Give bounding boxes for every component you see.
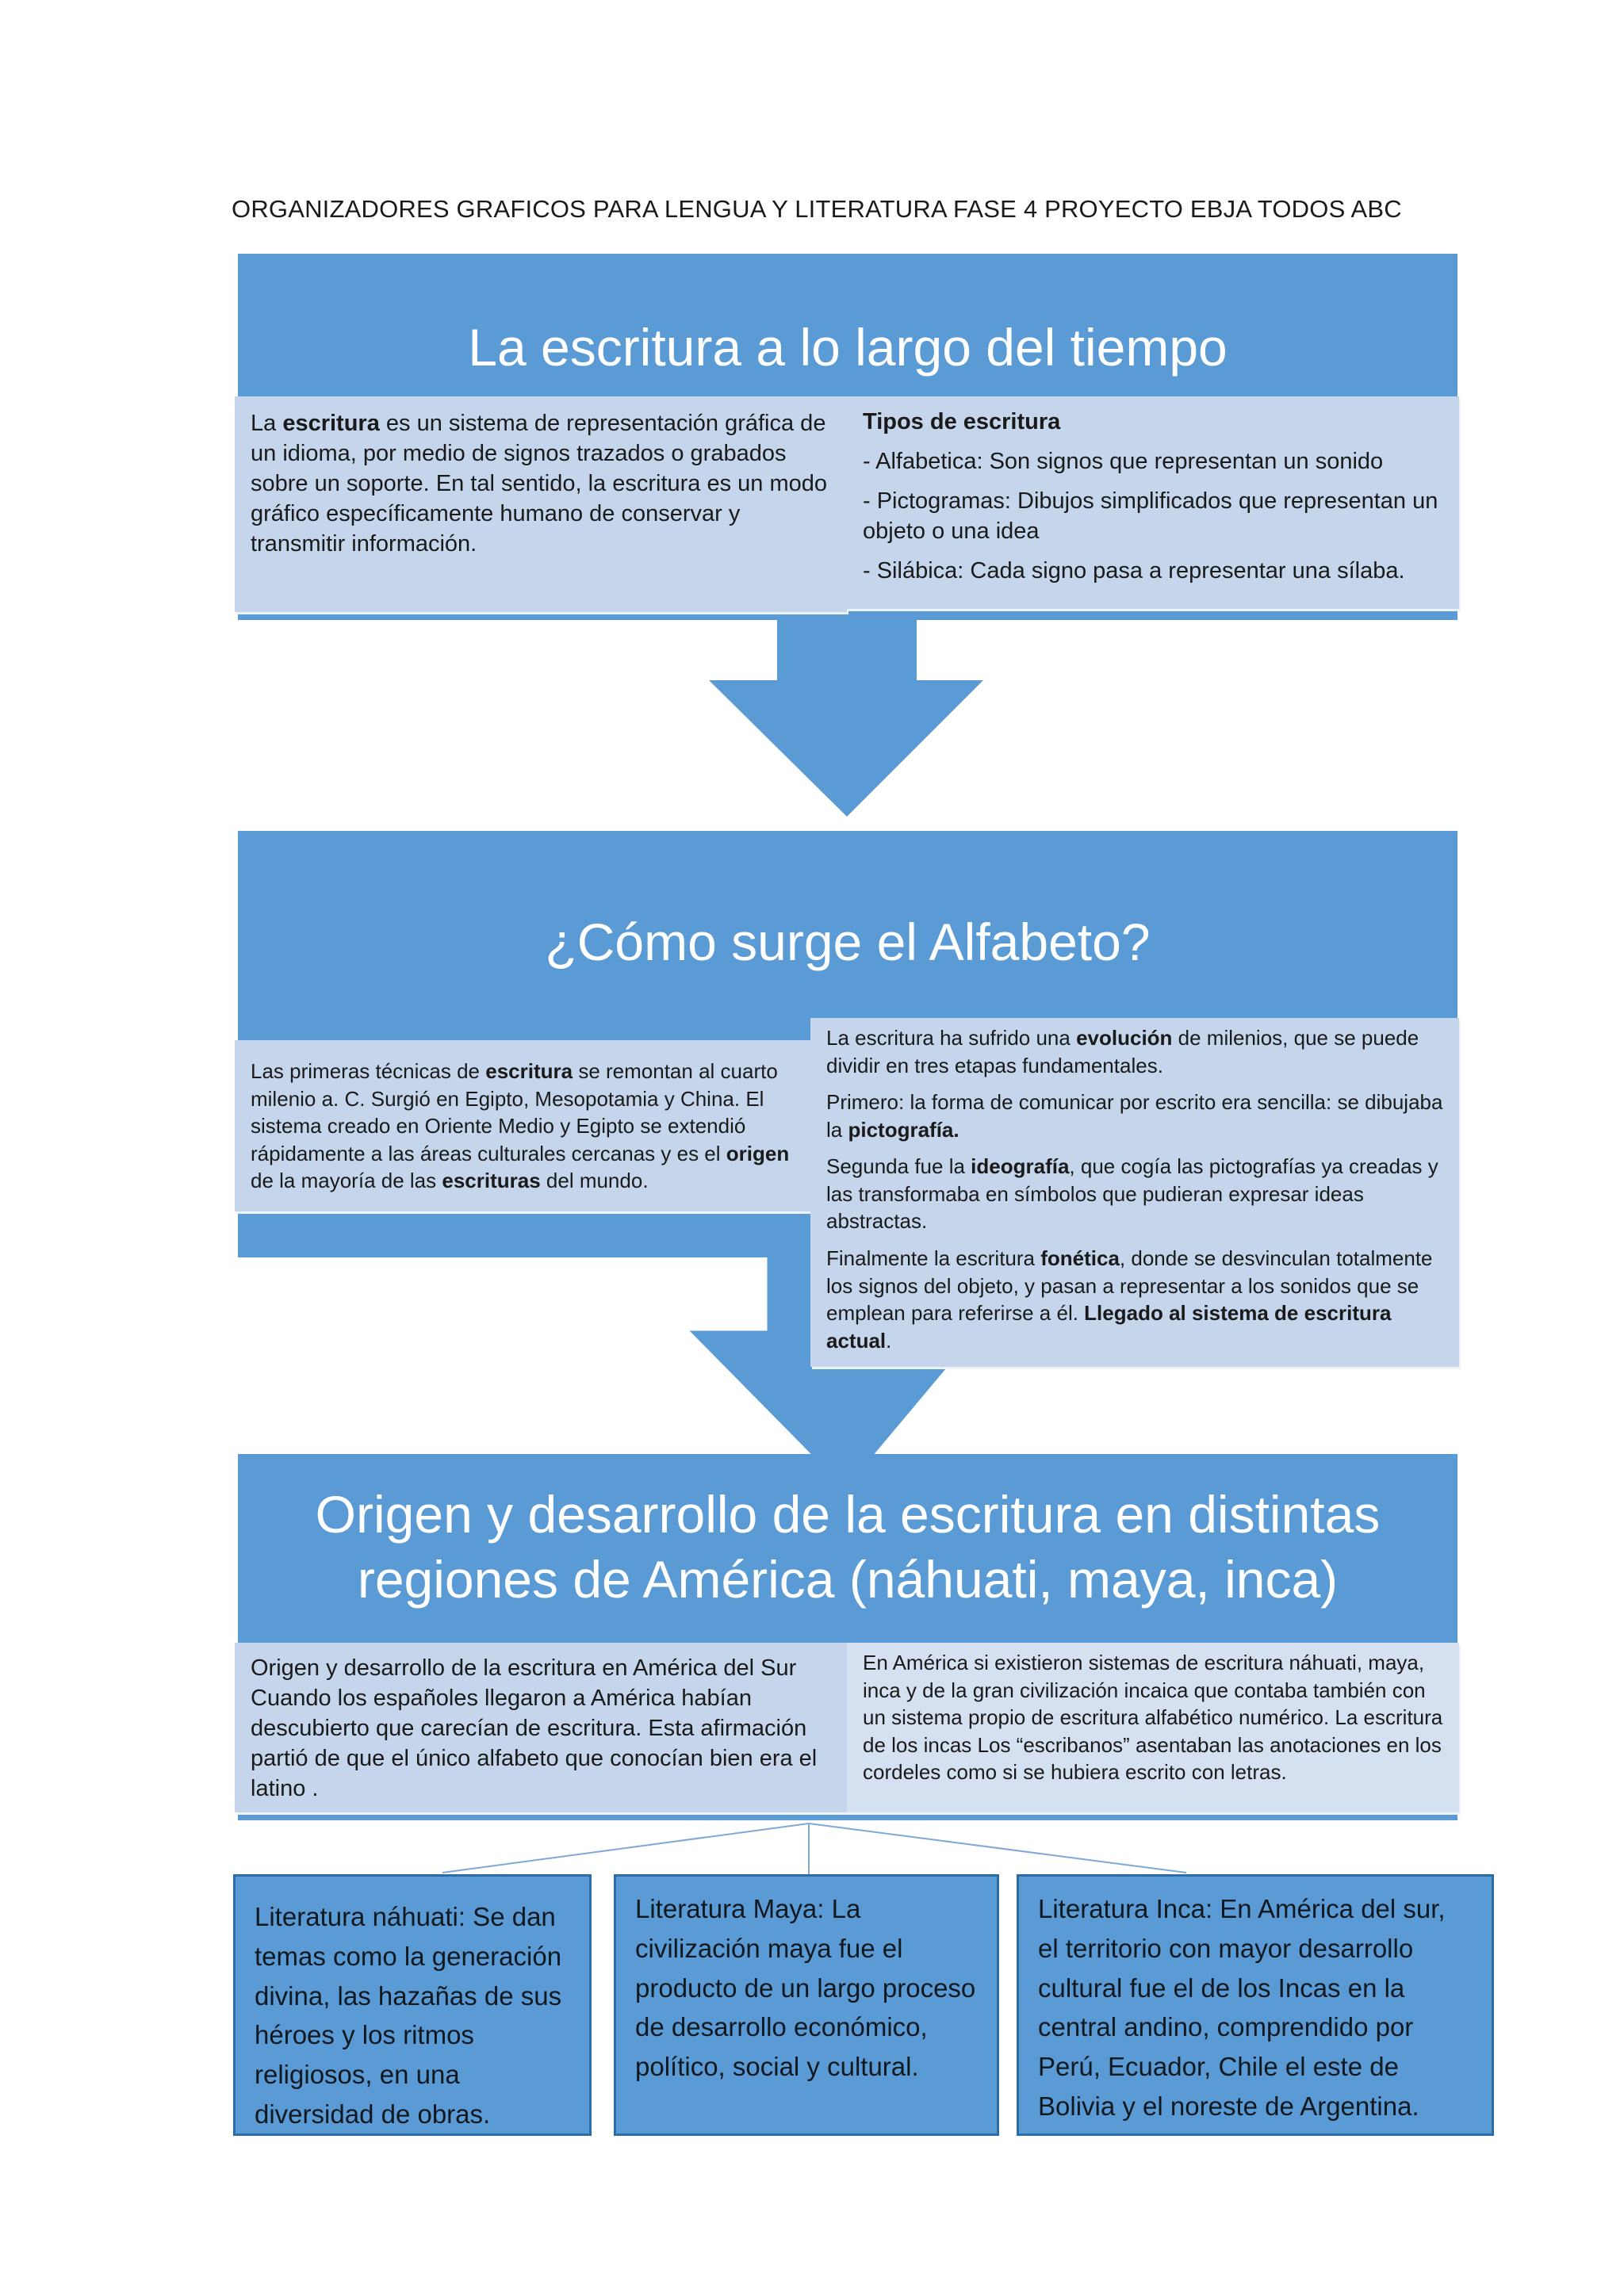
alphabet-evolution-box bbox=[810, 1018, 1459, 1367]
literature-inca-box: Literatura Inca: En América del sur, el territorio con mayor desarrollo cultural fue el de los Incas en la central andino, comprendido por Perú, Ecuador, Chile el este de Bolivia y el noreste de Argentina. bbox=[1017, 1874, 1494, 2136]
america-systems-box: En América si existieron sistemas de escritura náhuati, maya, inca y de la gran civilización incaica que contaba también con un sistema propio de escritura alfabético numérico. La escritura de los incas Los “escribanos” asentaban las anotaciones en los cordeles como si se hubiera escrito con letras. bbox=[847, 1643, 1459, 1812]
evolution-stage-2: Segunda fue la ideografía, que cogía las pictografías ya creadas y las transformaba en símbolos que pudieran expresar ideas abstractas. bbox=[826, 1154, 1438, 1234]
connector-line-inca bbox=[809, 1823, 1186, 1873]
literature-maya-box: Literatura Maya: La civilización maya fue el producto de un largo proceso de desarrollo económico, político, social y cultural. bbox=[614, 1874, 999, 2136]
page-title: ORGANIZADORES GRAFICOS PARA LENGUA Y LITERATURA FASE 4 PROYECTO EBJA TODOS ABC bbox=[232, 195, 1402, 223]
writing-type-item: - Silábica: Cada signo pasa a representar una sílaba. bbox=[863, 557, 1405, 584]
evolution-intro: La escritura ha sufrido una evolución de milenios, que se puede dividir en tres etapas fundamentales. bbox=[826, 1026, 1419, 1077]
definition-box: La escritura es un sistema de representación gráfica de un idioma, por medio de signos trazados o grabados sobre un soporte. En tal sentido, la escritura es un modo gráfico específicamente humano de conservar y transmitir información. bbox=[235, 396, 847, 612]
america-origin-box: Origen y desarrollo de la escritura en América del Sur Cuando los españoles llegaron a América habían descubierto que carecían de escritura. Esta afirmación partió de que el único alfabeto que conocían bien era el latino . bbox=[235, 1643, 847, 1812]
alphabet-origin-box: Las primeras técnicas de escritura se remontan al cuarto milenio a. C. Surgió en Egipto, Mesopotamia y China. El sistema creado en Oriente Medio y Egipto se extendió rápidamente a las áreas culturales cercanas y es el origen de la mayoría de las escrituras del mundo. bbox=[235, 1040, 814, 1211]
arrow-down-1 bbox=[709, 614, 983, 817]
writing-type-item: - Alfabetica: Son signos que representan un sonido bbox=[863, 448, 1384, 474]
writing-type-item: - Pictogramas: Dibujos simplificados que representan un objeto o una idea bbox=[863, 488, 1438, 544]
writing-types-box bbox=[847, 396, 1459, 609]
section-2-title: ¿Cómo surge el Alfabeto? bbox=[545, 913, 1151, 971]
section-1-title: La escritura a lo largo del tiempo bbox=[468, 318, 1228, 377]
connector-line-nahuati bbox=[442, 1823, 809, 1873]
writing-types-heading: Tipos de escritura bbox=[863, 409, 1061, 434]
evolution-stage-1: Primero: la forma de comunicar por escrito era sencilla: se dibujaba la pictografía. bbox=[826, 1090, 1443, 1142]
evolution-stage-3: Finalmente la escritura fonética, donde se desvinculan totalmente los signos del objeto, y pasan a representar a los sonidos que se emplean para referirse a él. Llegado al sistema de escritura actual. bbox=[826, 1246, 1433, 1353]
section-3-title: Origen y desarrollo de la escritura en distintas regiones de América (náhuati, maya, inca) bbox=[315, 1485, 1381, 1609]
literature-nahuati-box: Literatura náhuati: Se dan temas como la generación divina, las hazañas de sus héroes y los ritmos religiosos, en una diversidad de obras. bbox=[233, 1874, 592, 2136]
